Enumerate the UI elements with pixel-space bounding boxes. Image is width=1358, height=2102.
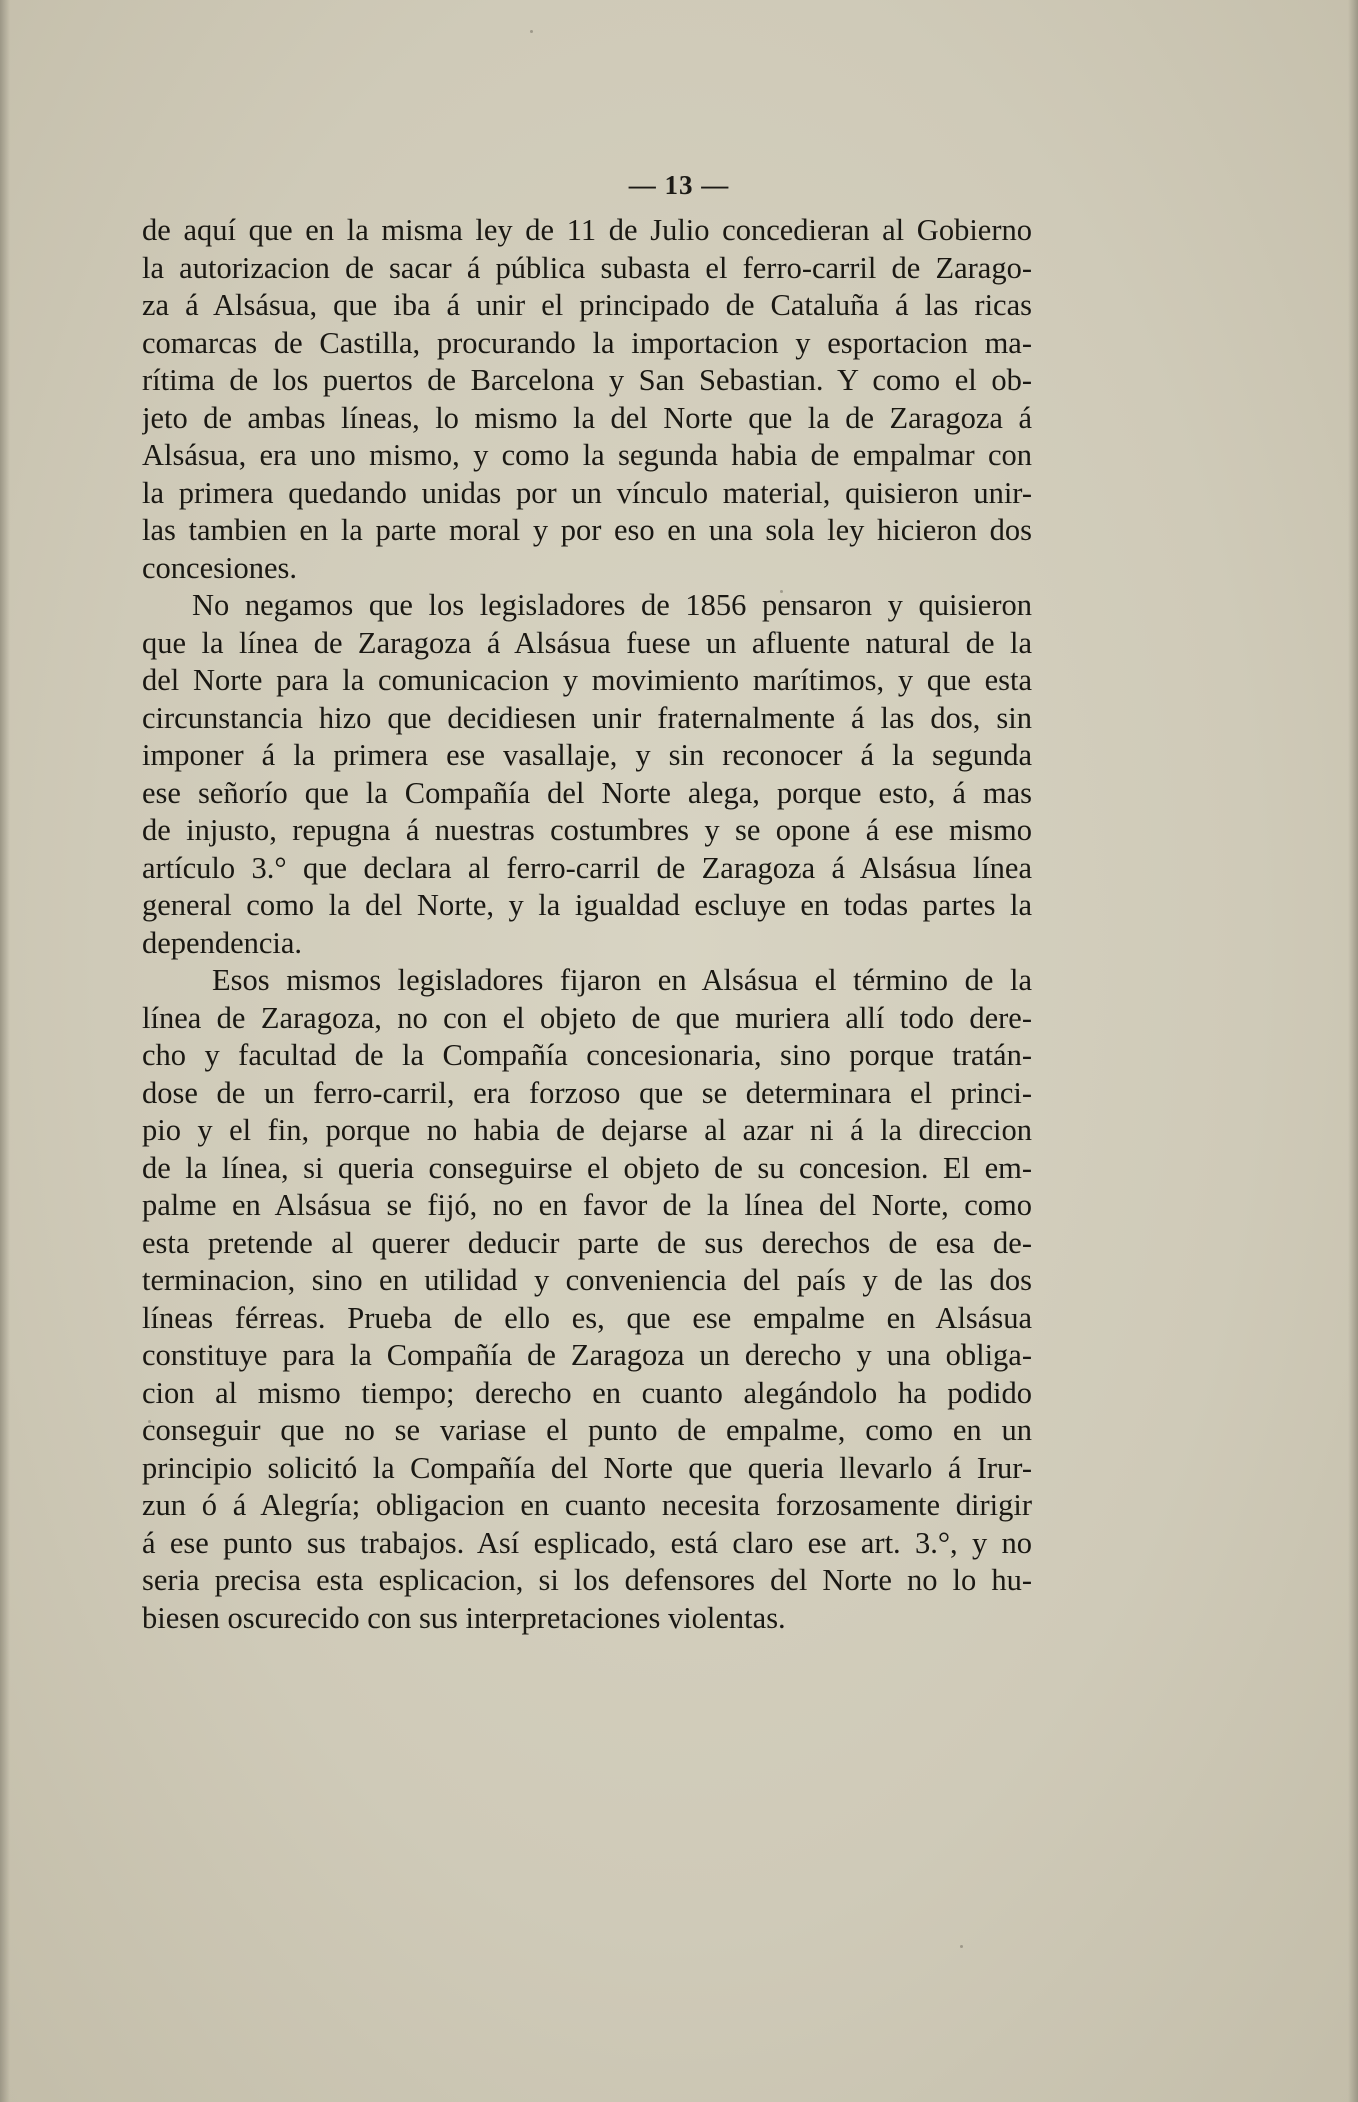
text-line: dependencia. xyxy=(142,925,303,960)
text-line: de aquí que en la misma ley de 11 de Julio concedieran al Gobierno xyxy=(142,213,1032,247)
text-line: palme en Alsásua se fijó, no en favor de la línea del Norte, como xyxy=(142,1188,1032,1222)
text-line: Alsásua, era uno mismo, y como la segunda habia de empalmar con xyxy=(142,438,1032,472)
text-line: circunstancia hizo que decidiesen unir fraternalmente á las dos, sin xyxy=(142,700,1032,735)
text-line: zun ó á Alegría; obligacion en cuanto necesita forzosamente dirigir xyxy=(142,1488,1032,1522)
text-line: general como la del Norte, y la igualdad escluye en todas partes la xyxy=(142,888,1032,922)
text-line: del Norte para la comunicacion y movimiento marítimos, y que esta xyxy=(142,663,1032,697)
page-number: — 13 — xyxy=(628,170,730,200)
text-line: que la línea de Zaragoza á Alsásua fuese un afluente natural de la xyxy=(142,625,1032,660)
page-edge-shadow-right xyxy=(1348,0,1358,2102)
paragraph xyxy=(142,962,1032,1637)
paragraph xyxy=(142,212,1032,587)
paper-speck xyxy=(960,1945,963,1948)
text-line: za á Alsásua, que iba á unir el principado de Cataluña á las ricas xyxy=(142,288,1032,322)
paragraph xyxy=(142,587,1032,962)
text-line: Esos mismos legisladores fijaron en Alsásua el término de la xyxy=(212,963,1032,997)
text-line: terminacion, sino en utilidad y conveniencia del país y de las dos xyxy=(142,1263,1032,1297)
text-line: artículo 3.° que declara al ferro-carril de Zaragoza á Alsásua línea xyxy=(142,850,1032,885)
text-line: pio y el fin, porque no habia de dejarse al azar ni á la direccion xyxy=(142,1113,1032,1147)
text-line: líneas férreas. Prueba de ello es, que ese empalme en Alsásua xyxy=(142,1300,1032,1335)
page-edge-shadow-left xyxy=(0,0,10,2102)
text-line: seria precisa esta esplicacion, si los defensores del Norte no lo hu- xyxy=(142,1563,1032,1597)
text-line: concesiones. xyxy=(142,550,297,585)
text-line: constituye para la Compañía de Zaragoza un derecho y una obliga- xyxy=(142,1338,1032,1372)
text-line: conseguir que no se variase el punto de empalme, como en un xyxy=(142,1413,1032,1447)
text-line: comarcas de Castilla, procurando la importacion y esportacion ma- xyxy=(142,325,1032,360)
text-line: rítima de los puertos de Barcelona y San Sebastian. Y como el ob- xyxy=(142,363,1032,397)
text-line: á ese punto sus trabajos. Así esplicado, está claro ese art. 3.°, y no xyxy=(142,1525,1032,1560)
text-line: principio solicitó la Compañía del Norte que queria llevarlo á Irur- xyxy=(142,1450,1032,1485)
text-line: ese señorío que la Compañía del Norte alega, porque esto, á mas xyxy=(142,775,1032,810)
body-text xyxy=(142,212,1032,1637)
text-line: cion al mismo tiempo; derecho en cuanto alegándolo ha podido xyxy=(142,1375,1032,1410)
text-line: dose de un ferro-carril, era forzoso que se determinara el princi- xyxy=(142,1075,1032,1110)
text-line: imponer á la primera ese vasallaje, y sin reconocer á la segunda xyxy=(142,738,1032,772)
text-line: la autorizacion de sacar á pública subasta el ferro-carril de Zarago- xyxy=(142,250,1032,285)
text-line: cho y facultad de la Compañía concesionaria, sino porque tratán- xyxy=(142,1038,1032,1072)
text-line: biesen oscurecido con sus interpretaciones violentas. xyxy=(142,1600,786,1635)
paper-speck xyxy=(530,30,533,33)
text-line: de injusto, repugna á nuestras costumbres y se opone á ese mismo xyxy=(142,813,1032,847)
text-line: de la línea, si queria conseguirse el objeto de su concesion. El em- xyxy=(142,1150,1032,1185)
text-line: las tambien en la parte moral y por eso en una sola ley hicieron dos xyxy=(142,513,1032,547)
text-line: esta pretende al querer deducir parte de sus derechos de esa de- xyxy=(142,1225,1032,1260)
text-line: la primera quedando unidas por un vínculo material, quisieron unir- xyxy=(142,475,1032,510)
text-line: jeto de ambas líneas, lo mismo la del Norte que la de Zaragoza á xyxy=(142,400,1032,435)
text-line: No negamos que los legisladores de 1856 pensaron y quisieron xyxy=(192,588,1032,622)
text-line: línea de Zaragoza, no con el objeto de que muriera allí todo dere- xyxy=(142,1000,1032,1035)
